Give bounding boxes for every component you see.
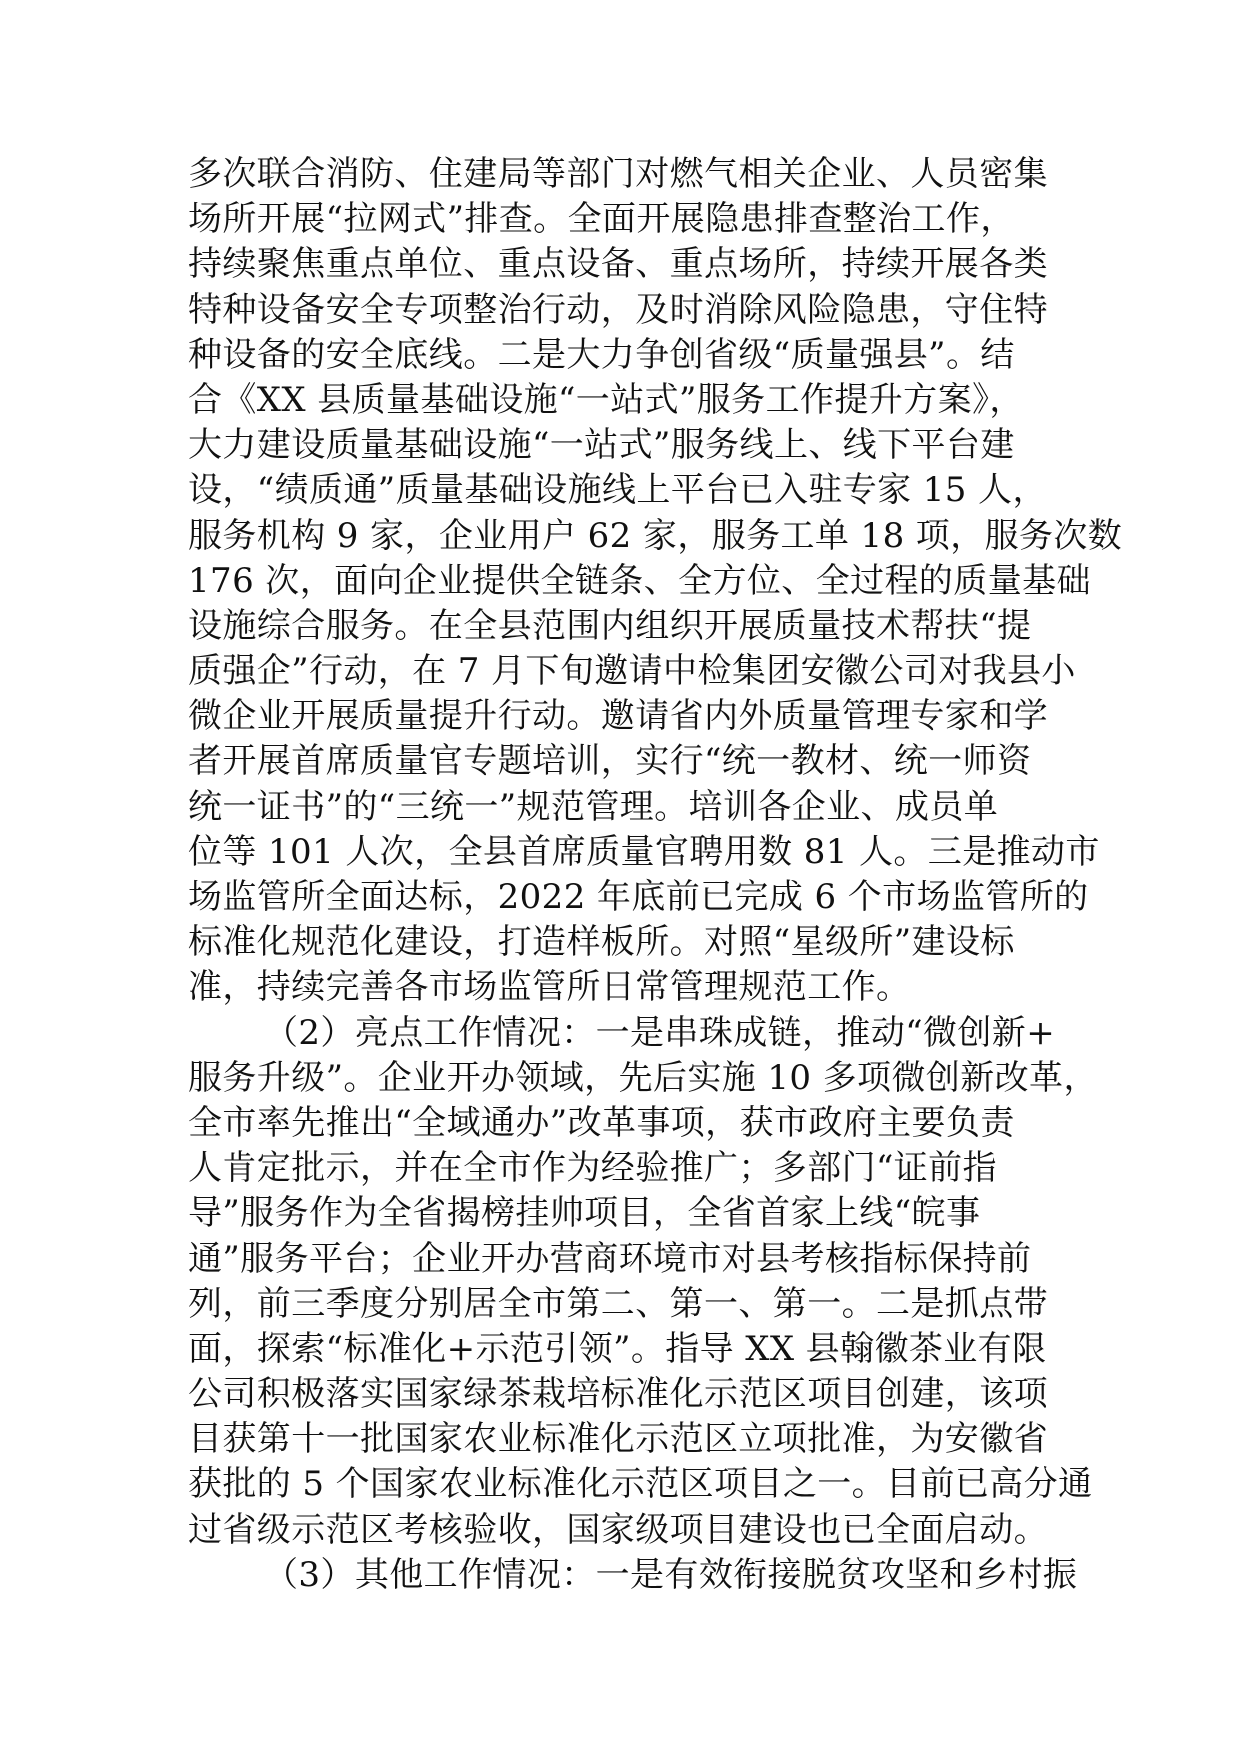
text-line: 设，“绩质通”质量基础设施线上平台已入驻专家 15 人，	[188, 470, 1047, 511]
document-body	[188, 152, 1123, 1598]
text-line: 大力建设质量基础设施“一站式”服务线上、线下平台建	[188, 425, 1015, 466]
text-line: 服务机构 9 家，企业用户 62 家，服务工单 18 项，服务次数	[188, 515, 1123, 556]
text-line: 通”服务平台；企业开办营商环境市对县考核指标保持前	[188, 1238, 1032, 1279]
text-line: 多次联合消防、住建局等部门对燃气相关企业、人员密集	[188, 154, 1048, 194]
text-line: 准，持续完善各市场监管所日常管理规范工作。	[188, 967, 911, 1008]
text-line: 面，探索“标准化+示范引领”。指导 XX 县翰徽茶业有限	[188, 1328, 1047, 1369]
text-line: 服务升级”。企业开办领域，先后实施 10 多项微创新改革，	[188, 1057, 1098, 1098]
text-line: 统一证书”的“三统一”规范管理。培训各企业、成员单	[188, 786, 999, 827]
text-line: 获批的 5 个国家农业标准化示范区项目之一。目前已高分通	[188, 1464, 1093, 1505]
text-line: 全市率先推出“全域通办”改革事项，获市政府主要负责	[188, 1102, 1015, 1143]
text-line: 列，前三季度分别居全市第二、第一、第一。二是抓点带	[188, 1283, 1048, 1324]
text-line: 合《XX 县质量基础设施“一站式”服务工作提升方案》，	[188, 379, 1024, 420]
text-line: 目获第十一批国家农业标准化示范区立项批准，为安徽省	[188, 1419, 1048, 1460]
text-line: 场监管所全面达标，2022 年底前已完成 6 个市场监管所的	[188, 877, 1089, 917]
text-line: 微企业开展质量提升行动。邀请省内外质量管理专家和学	[188, 696, 1048, 737]
text-line: 质强企”行动，在 7 月下旬邀请中检集团安徽公司对我县小	[188, 651, 1076, 692]
text-line: 设施综合服务。在全县范围内组织开展质量技术帮扶“提	[188, 605, 1032, 646]
text-line: 176 次，面向企业提供全链条、全方位、全过程的质量基础	[188, 560, 1091, 601]
text-line: 种设备的安全底线。二是大力争创省级“质量强县”。结	[188, 334, 1015, 375]
text-line: 人肯定批示，并在全市作为经验推广；多部门“证前指	[188, 1148, 997, 1189]
text-line: 场所开展“拉网式”排查。全面开展隐患排查整治工作，	[188, 199, 1015, 240]
text-line: 过省级示范区考核验收，国家级项目建设也已全面启动。	[188, 1509, 1048, 1550]
text-line: 导”服务作为全省揭榜挂帅项目，全省首家上线“皖事	[188, 1193, 981, 1234]
paragraph-first-line: （2）亮点工作情况：一是串珠成链，推动“微创新+	[264, 1012, 1056, 1053]
text-line: 者开展首席质量官专题培训，实行“统一教材、统一师资	[188, 741, 1032, 782]
paragraph-first-line: （3）其他工作情况：一是有效衔接脱贫攻坚和乡村振	[264, 1554, 1078, 1595]
text-line: 持续聚焦重点单位、重点设备、重点场所，持续开展各类	[188, 244, 1048, 285]
text-line: 位等 101 人次，全县首席质量官聘用数 81 人。三是推动市	[188, 831, 1100, 872]
text-line: 特种设备安全专项整治行动，及时消除风险隐患，守住特	[188, 289, 1048, 330]
text-line: 公司积极落实国家绿茶栽培标准化示范区项目创建，该项	[188, 1374, 1048, 1415]
text-line: 标准化规范化建设，打造样板所。对照“星级所”建设标	[188, 922, 1015, 963]
